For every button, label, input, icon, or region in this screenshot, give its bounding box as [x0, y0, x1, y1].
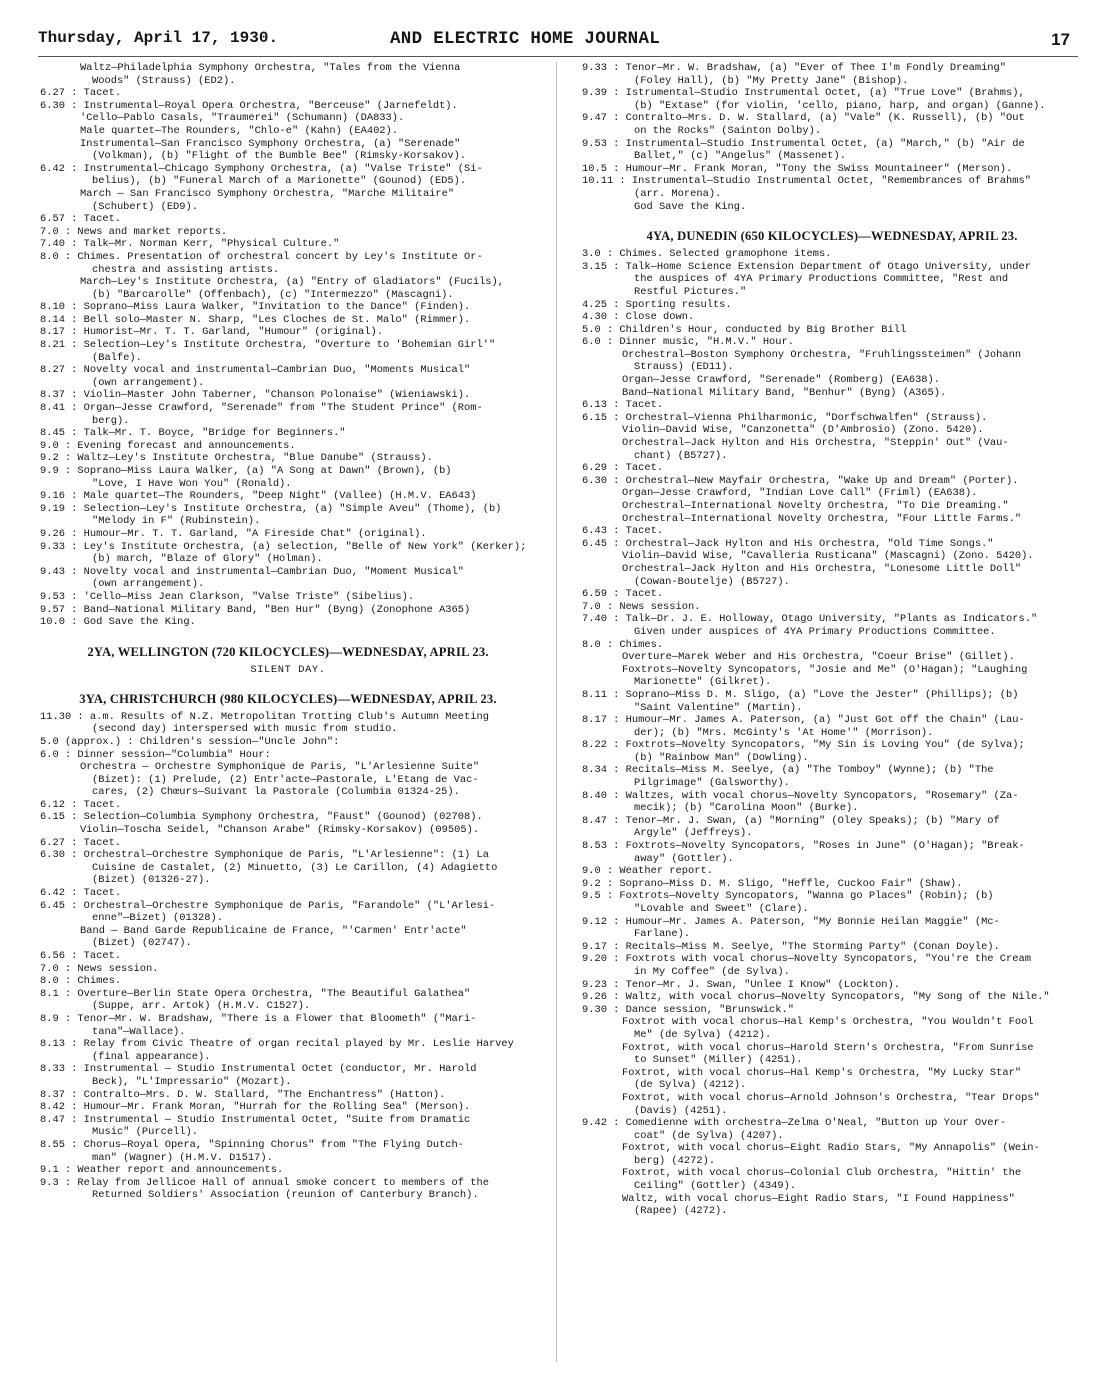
schedule-line: 6.45 : Orchestral—Orchestre Symphonique de Paris, "Farandole" ("L'Arlesi- [40, 899, 496, 912]
schedule-line: 6.0 : Dinner music, "H.M.V." Hour. [582, 336, 795, 349]
left-column [40, 62, 536, 1202]
schedule-line: Beck), "L'Impressario" (Mozart). [92, 1075, 292, 1088]
schedule-line: 9.43 : Novelty vocal and instrumental—Cambrian Duo, "Moment Musical" [40, 565, 465, 578]
schedule-line: 5.0 (approx.) : Children's session—"Uncle John": [40, 735, 340, 748]
schedule-line: (own arrangement). [92, 376, 205, 389]
schedule-line: Violin—Toscha Seidel, "Chanson Arabe" (Rimsky-Korsakov) (09505). [80, 824, 480, 837]
schedule-line: Me" (de Sylva) (4212). [634, 1028, 772, 1041]
schedule-line: 9.39 : Istrumental—Studio Instrumental Octet, (a) "True Love" (Brahms), [582, 87, 1025, 100]
schedule-line: man" (Wagner) (H.M.V. D1517). [92, 1151, 273, 1164]
schedule-line: 8.47 : Instrumental — Studio Instrumental Octet, "Suite from Dramatic [40, 1113, 471, 1126]
right-column [582, 62, 1082, 1218]
wellington-heading: 2YA, WELLINGTON (720 KILOCYCLES)—WEDNESDAY, APRIL 23. [87, 644, 489, 659]
schedule-line: (b) "Extase" (for violin, 'cello, piano, harp, and organ) (Ganne). [634, 99, 1046, 112]
schedule-line: Orchestral—International Novelty Orchestra, "To Die Dreaming." [622, 500, 1009, 512]
schedule-line: (second day) interspersed with music from studio. [92, 723, 398, 736]
schedule-line: chant) (B5727). [634, 449, 728, 462]
schedule-line: 9.17 : Recitals—Miss M. Seelye, "The Storming Party" (Conan Doyle). [582, 940, 1000, 953]
schedule-line: 3.15 : Talk—Home Science Extension Department of Otago University, under [582, 260, 1031, 273]
schedule-line: 8.0 : Chimes. [582, 638, 664, 651]
schedule-line: Restful Pictures." [634, 285, 747, 298]
schedule-line: (Bizet): (1) Prelude, (2) Entr'acte—Pastorale, L'Etang de Vac- [92, 773, 479, 786]
schedule-line: 9.1 : Weather report and announcements. [40, 1164, 284, 1177]
schedule-line: Foxtrot, with vocal chorus—Hal Kemp's Orchestra, "My Lucky Star" [622, 1066, 1022, 1079]
schedule-line: 6.30 : Instrumental—Royal Opera Orchestra, "Berceuse" (Jarnefeldt). [40, 99, 458, 112]
schedule-line: 10.0 : God Save the King. [40, 616, 196, 629]
schedule-line: 8.41 : Organ—Jesse Crawford, "Serenade" from "The Student Prince" (Rom- [40, 402, 483, 415]
schedule-line: "Love, I Have Won You" (Ronald). [92, 477, 292, 490]
schedule-line: 6.27 : Tacet. [40, 87, 122, 100]
schedule-line: 7.0 : News session. [582, 600, 701, 613]
schedule-line: tana"—Wallace). [92, 1025, 186, 1038]
schedule-line: 10.11 : Instrumental—Studio Instrumental Octet, "Remembrances of Brahms" [582, 175, 1031, 188]
header-date: Thursday, April 17, 1930. [38, 29, 279, 47]
schedule-line: (b) "Rainbow Man" (Dowling). [634, 751, 809, 764]
schedule-line: 9.16 : Male quartet—The Rounders, "Deep Night" (Vallee) (H.M.V. EA643) [40, 490, 477, 503]
schedule-line: Foxtrot, with vocal chorus—Colonial Club Orchestra, "Hittin' the [622, 1167, 1022, 1180]
schedule-line: belius), (b) "Funeral March of a Marionette" (Gounod) (ED5). [92, 175, 467, 188]
schedule-line: (Bizet) (01326-27). [92, 874, 211, 887]
schedule-line: Orchestra — Orchestre Symphonique de Paris, "L'Arlesienne Suite" [80, 761, 480, 774]
schedule-line: (b) "Barcarolle" (Offenbach), (c) "Intermezzo" (Mascagni). [92, 288, 454, 301]
schedule-line: 6.29 : Tacet. [582, 462, 664, 475]
page-header [38, 26, 1070, 52]
schedule-line: 9.2 : Waltz—Ley's Institute Orchestra, "Blue Danube" (Strauss). [40, 452, 433, 465]
schedule-line: 8.33 : Instrumental — Studio Instrumental Octet (conductor, Mr. Harold [40, 1063, 477, 1076]
schedule-line: (final appearance). [92, 1050, 211, 1063]
schedule-line: (de Sylva) (4212). [634, 1079, 747, 1092]
page-number: 17 [1051, 30, 1070, 49]
schedule-line: to Sunset" (Miller) (4251). [634, 1054, 803, 1067]
schedule-line: Orchestral—Jack Hylton and His Orchestra, "Lonesome Little Doll" [622, 562, 1022, 575]
schedule-line: 9.42 : Comedienne with orchestra—Zelma O'Neal, "Button up Your Over- [582, 1117, 1007, 1130]
schedule-line: 6.42 : Tacet. [40, 887, 122, 900]
schedule-line: 9.19 : Selection—Ley's Institute Orchestra, (a) "Simple Aveu" (Thome), (b) [40, 502, 502, 515]
schedule-line: Instrumental—San Francisco Symphony Orchestra, (a) "Serenade" [80, 137, 461, 150]
schedule-line: 9.33 : Tenor—Mr. W. Bradshaw, (a) "Ever of Thee I'm Fondly Dreaming" [582, 62, 1007, 74]
schedule-line: (Cowan-Boutelje) (B5727). [634, 575, 790, 588]
schedule-line: (Bizet) (02747). [92, 937, 192, 950]
schedule-line: 8.13 : Relay from Civic Theatre of organ recital played by Mr. Leslie Harvey [40, 1038, 514, 1051]
schedule-line: 8.45 : Talk—Mr. T. Boyce, "Bridge for Beginners." [40, 427, 346, 440]
schedule-line: Orchestral—Boston Symphony Orchestra, "Fruhlingssteimen" (Johann [622, 348, 1022, 361]
schedule-line: Pilgrimage" (Galsworthy). [634, 777, 790, 790]
schedule-line: Foxtrots—Novelty Syncopators, "Josie and Me" (O'Hagan); "Laughing [622, 663, 1028, 676]
schedule-line: "Saint Valentine" (Martin). [634, 701, 803, 714]
schedule-line: 9.33 : Ley's Institute Orchestra, (a) selection, "Belle of New York" (Kerker); [40, 540, 527, 553]
schedule-line: Foxtrot with vocal chorus—Hal Kemp's Orchestra, "You Wouldn't Fool [622, 1016, 1034, 1029]
schedule-line: 8.14 : Bell solo—Master N. Sharp, "Les Cloches de St. Malo" (Rimmer). [40, 313, 471, 326]
schedule-line: Waltz—Philadelphia Symphony Orchestra, "Tales from the Vienna [80, 62, 461, 74]
schedule-line: 8.42 : Humour—Mr. Frank Moran, "Hurrah for the Rolling Sea" (Merson). [40, 1101, 471, 1114]
schedule-line: Cuisine de Castalet, (2) Minuetto, (3) Le Carillon, (4) Adagietto [92, 861, 498, 874]
schedule-line: 7.40 : Talk—Mr. Norman Kerr, "Physical Culture." [40, 238, 340, 251]
schedule-line: March — San Francisco Symphony Orchestra, "Marche Militaire" [80, 187, 455, 200]
schedule-line: 10.5 : Humour—Mr. Frank Moran, "Tony the Swiss Mountaineer" (Merson). [582, 162, 1013, 175]
schedule-line: 6.27 : Tacet. [40, 836, 122, 849]
schedule-line: Orchestral—International Novelty Orchestra, "Four Little Farms." [622, 512, 1022, 525]
schedule-line: (Rapee) (4272). [634, 1205, 728, 1218]
schedule-line: Ballet," (c) "Angelus" (Massenet). [634, 150, 847, 163]
schedule-line: God Save the King. [634, 200, 747, 213]
schedule-line: berg) (4272). [634, 1154, 716, 1167]
schedule-line: 11.30 : a.m. Results of N.Z. Metropolitan Trotting Club's Autumn Meeting [40, 710, 489, 723]
schedule-line: 8.21 : Selection—Ley's Institute Orchestra, "Overture to 'Bohemian Girl'" [40, 339, 496, 352]
schedule-line: berg). [92, 414, 130, 427]
schedule-line: 6.43 : Tacet. [582, 525, 664, 538]
schedule-line: Foxtrot, with vocal chorus—Eight Radio Stars, "My Annapolis" (Wein- [622, 1142, 1040, 1155]
schedule-line: "Lovable and Sweet" (Clare). [634, 903, 809, 915]
schedule-line: Farlane). [634, 928, 691, 941]
schedule-line: (own arrangement). [92, 578, 205, 591]
schedule-line: Waltz, with vocal chorus—Eight Radio Stars, "I Found Happiness" [622, 1192, 1015, 1205]
schedule-line: (arr. Morena). [634, 187, 722, 200]
schedule-line: 8.22 : Foxtrots—Novelty Syncopators, "My Sin is Loving You" (de Sylva); [582, 739, 1025, 752]
schedule-line: Strauss) (ED11). [634, 361, 734, 374]
schedule-line: Foxtrot, with vocal chorus—Harold Stern's Orchestra, "From Sunrise [622, 1041, 1034, 1054]
schedule-line: 8.0 : Chimes. [40, 975, 122, 988]
schedule-line: 6.0 : Dinner session—"Columbia" Hour: [40, 748, 271, 761]
schedule-line: 9.12 : Humour—Mr. James A. Paterson, "My Bonnie Heilan Maggie" (Mc- [582, 915, 1000, 928]
schedule-line: 8.37 : Contralto—Mrs. D. W. Stallard, "The Enchantress" (Hatton). [40, 1088, 446, 1101]
schedule-line: 4.30 : Close down. [582, 311, 695, 324]
schedule-line: Music" (Purcell). [92, 1126, 199, 1139]
schedule-line: 5.0 : Children's Hour, conducted by Big Brother Bill [582, 323, 907, 336]
schedule-line: away" (Gottler). [634, 852, 734, 865]
schedule-line: 9.47 : Contralto—Mrs. D. W. Stallard, (a) "Vale" (K. Russell), (b) "Out [582, 112, 1025, 125]
schedule-line: 8.37 : Violin—Master John Taberner, "Chanson Polonaise" (Wieniawski). [40, 389, 471, 402]
schedule-line: 9.53 : Instrumental—Studio Instrumental Octet, (a) "March," (b) "Air de [582, 137, 1025, 150]
left-top-listing [40, 62, 536, 629]
schedule-line: 4.25 : Sporting results. [582, 298, 732, 311]
schedule-line: 7.0 : News and market reports. [40, 225, 228, 238]
schedule-line: Violin—David Wise, "Canzonetta" (D'Ambrosio) (Zono. 5420). [622, 424, 984, 437]
schedule-line: the auspices of 4YA Primary Productions Committee, "Rest and [634, 273, 1009, 286]
schedule-line: 6.15 : Orchestral—Vienna Philharmonic, "Dorfschwalfen" (Strauss). [582, 411, 988, 424]
schedule-line: 6.45 : Orchestral—Jack Hylton and His Orchestra, "Old Time Songs." [582, 537, 994, 550]
schedule-line: (Foley Hall), (b) "My Pretty Jane" (Bishop). [634, 74, 909, 87]
schedule-line: March—Ley's Institute Orchestra, (a) "Entry of Gladiators" (Fucils), [80, 276, 505, 289]
dunedin-heading: 4YA, DUNEDIN (650 KILOCYCLES)—WEDNESDAY, APRIL 23. [646, 229, 1018, 244]
schedule-line: Male quartet—The Rounders, "Chlo-e" (Kahn) (EA402). [80, 124, 399, 137]
schedule-line: coat" (de Sylva) (4207). [634, 1129, 784, 1142]
schedule-line: Returned Soldiers' Association (reunion of Canterbury Branch). [92, 1189, 479, 1202]
schedule-line: (Balfe). [92, 351, 142, 364]
schedule-line: Overture—Marek Weber and His Orchestra, "Coeur Brise" (Gillet). [622, 651, 1015, 664]
schedule-line: "Melody in F" (Rubinstein). [92, 515, 261, 528]
schedule-line: 8.0 : Chimes. Presentation of orchestral concert by Ley's Institute Or- [40, 250, 483, 263]
schedule-line: 9.30 : Dance session, "Brunswick." [582, 1003, 795, 1016]
schedule-line: 8.53 : Foxtrots—Novelty Syncopators, "Roses in June" (O'Hagan); "Break- [582, 840, 1025, 853]
schedule-line: 8.34 : Recitals—Miss M. Seelye, (a) "The Tomboy" (Wynne); (b) "The [582, 764, 994, 777]
schedule-line: Violin—David Wise, "Cavalleria Rusticana" (Mascagni) (Zono. 5420). [622, 550, 1034, 563]
schedule-line: Marionette" (Gilkret). [634, 676, 772, 689]
schedule-line: Ceiling" (Gottler) (4349). [634, 1180, 797, 1193]
schedule-line: 6.56 : Tacet. [40, 950, 122, 962]
schedule-line: 8.11 : Soprano—Miss D. M. Sligo, (a) "Love the Jester" (Phillips); (b) [582, 688, 1019, 701]
schedule-line: in My Coffee" (de Sylva). [634, 965, 790, 978]
schedule-line: 7.0 : News session. [40, 962, 159, 975]
schedule-line: Orchestral—Jack Hylton and His Orchestra, "Steppin' Out" (Vau- [622, 437, 1009, 450]
schedule-line: 6.12 : Tacet. [40, 798, 122, 811]
schedule-line: Foxtrot, with vocal chorus—Arnold Johnson's Orchestra, "Tear Drops" [622, 1091, 1040, 1104]
schedule-line: 9.3 : Relay from Jellicoe Hall of annual smoke concert to members of the [40, 1176, 489, 1189]
schedule-line: mecik); (b) "Carolina Moon" (Burke). [634, 802, 859, 815]
schedule-line: cares, (2) Chœurs—Suivant la Pastorale (Columbia 01324-25). [92, 786, 460, 799]
schedule-line: 9.20 : Foxtrots with vocal chorus—Novelty Syncopators, "You're the Cream [582, 953, 1031, 966]
schedule-line: Woods" (Strauss) (ED2). [92, 74, 236, 87]
schedule-line: 8.55 : Chorus—Royal Opera, "Spinning Chorus" from "The Flying Dutch- [40, 1138, 465, 1151]
schedule-line: Organ—Jesse Crawford, "Indian Love Call" (Friml) (EA638). [622, 487, 978, 500]
schedule-line: der); (b) "Mrs. McGinty's 'At Home'" (Morrison). [634, 726, 934, 739]
schedule-line: Argyle" (Jeffreys). [634, 827, 753, 840]
schedule-line: Given under auspices of 4YA Primary Productions Committee. [634, 625, 996, 638]
schedule-line: 8.27 : Novelty vocal and instrumental—Cambrian Duo, "Moments Musical" [40, 364, 471, 377]
schedule-line: 9.26 : Waltz, with vocal chorus—Novelty Syncopators, "My Song of the Nile." [582, 991, 1050, 1004]
column-divider [556, 62, 557, 1362]
schedule-line: 9.53 : 'Cello—Miss Jean Clarkson, "Valse Triste" (Sibelius). [40, 590, 415, 603]
schedule-line: 6.42 : Instrumental—Chicago Symphony Orchestra, (a) "Valse Triste" (Si- [40, 162, 483, 175]
schedule-line: 7.40 : Talk—Dr. J. E. Holloway, Otago University, "Plants as Indicators." [582, 613, 1038, 626]
schedule-line: Band — Band Garde Republicaine de France, "'Carmen' Entr'acte" [80, 924, 467, 937]
schedule-line: on the Rocks" (Sainton Dolby). [634, 124, 822, 137]
schedule-line: (Schubert) (ED9). [92, 200, 199, 213]
schedule-line: 8.10 : Soprano—Miss Laura Walker, "Invitation to the Dance" (Finden). [40, 301, 471, 314]
schedule-line: 9.5 : Foxtrots—Novelty Syncopators, "Wanna go Places" (Robin); (b) [582, 890, 994, 903]
schedule-line: 6.59 : Tacet. [582, 588, 664, 601]
schedule-line: 6.30 : Orchestral—New Mayfair Orchestra, "Wake Up and Dream" (Porter). [582, 474, 1019, 487]
christchurch-heading: 3YA, CHRISTCHURCH (980 KILOCYCLES)—WEDNESDAY, APRIL 23. [79, 691, 497, 706]
schedule-line: enne"—Bizet) (01328). [92, 912, 223, 925]
schedule-line: 8.17 : Humour—Mr. James A. Paterson, (a) "Just Got off the Chain" (Lau- [582, 714, 1025, 727]
schedule-line: 3.0 : Chimes. Selected gramophone items. [582, 248, 832, 261]
schedule-line: 9.2 : Soprano—Miss D. M. Sligo, "Heffle, Cuckoo Fair" (Shaw). [582, 877, 963, 890]
schedule-line: chestra and assisting artists. [92, 263, 280, 276]
wellington-subheading: SILENT DAY. [250, 663, 326, 676]
christchurch-listing [40, 711, 536, 1202]
schedule-line: Band—National Military Band, "Benhur" (Byng) (A365). [622, 386, 947, 399]
dunedin-listing [582, 248, 1082, 1218]
schedule-line: 9.23 : Tenor—Mr. J. Swan, "Unlee I Know" (Lockton). [582, 978, 901, 991]
schedule-line: 9.0 : Weather report. [582, 865, 713, 878]
schedule-line: 8.1 : Overture—Berlin State Opera Orchestra, "The Beautiful Galathea" [40, 987, 471, 1000]
schedule-line: 6.13 : Tacet. [582, 399, 664, 412]
schedule-line: 8.17 : Humorist—Mr. T. T. Garland, "Humour" (original). [40, 326, 383, 339]
schedule-line: (Davis) (4251). [634, 1104, 728, 1117]
schedule-line: 8.47 : Tenor—Mr. J. Swan, (a) "Morning" (Oley Speaks); (b) "Mary of [582, 814, 1000, 827]
schedule-line: Organ—Jesse Crawford, "Serenade" (Romberg) (EA638). [622, 374, 941, 387]
schedule-line: 9.0 : Evening forecast and announcements. [40, 439, 296, 452]
schedule-line: (Suppe, arr. Artok) (H.M.V. C1527). [92, 1000, 311, 1013]
right-top-listing [582, 62, 1082, 213]
schedule-line: 8.9 : Tenor—Mr. W. Bradshaw, "There is a Flower that Bloometh" ("Mari- [40, 1012, 477, 1025]
schedule-line: 6.57 : Tacet. [40, 213, 122, 226]
header-rule [38, 56, 1078, 57]
header-title: AND ELECTRIC HOME JOURNAL [390, 29, 661, 49]
schedule-line: 9.57 : Band—National Military Band, "Ben Hur" (Byng) (Zonophone A365) [40, 603, 471, 616]
schedule-line: 'Cello—Pablo Casals, "Traumerei" (Schumann) (DA833). [80, 112, 405, 125]
schedule-line: 9.26 : Humour—Mr. T. T. Garland, "A Fireside Chat" (original). [40, 527, 427, 540]
schedule-line: 8.40 : Waltzes, with vocal chorus—Novelty Syncopators, "Rosemary" (Za- [582, 789, 1019, 802]
schedule-line: 6.15 : Selection—Columbia Symphony Orchestra, "Faust" (Gounod) (02708). [40, 811, 483, 824]
schedule-line: (Volkman), (b) "Flight of the Bumble Bee" (Rimsky-Korsakov). [92, 150, 467, 163]
schedule-line: 6.30 : Orchestral—Orchestre Symphonique de Paris, "L'Arlesienne": (1) La [40, 849, 489, 862]
schedule-line: 9.9 : Soprano—Miss Laura Walker, (a) "A Song at Dawn" (Brown), (b) [40, 465, 452, 477]
schedule-line: (b) march, "Blaze of Glory" (Holman). [92, 553, 323, 566]
